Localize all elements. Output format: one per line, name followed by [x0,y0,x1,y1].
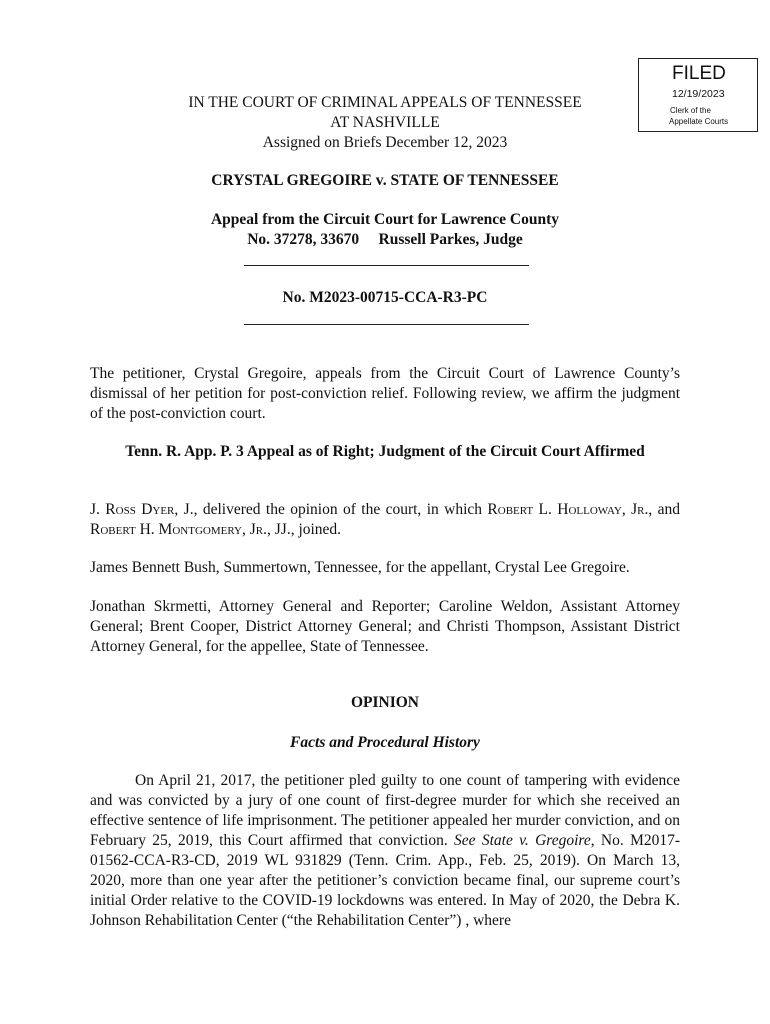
case-citation: See State v. Gregoire [454,832,591,849]
judge-two: Robert L. Holloway, Jr. [487,501,649,518]
holding-line: Tenn. R. App. P. 3 Appeal as of Right; Judgment of the Circuit Court Affirmed [125,443,645,460]
judges-sep: , and [648,501,680,518]
judges-line [90,500,680,540]
court-name: IN THE COURT OF CRIMINAL APPEALS OF TENNESSEE [188,94,582,111]
filed-stamp-title: FILED [672,63,726,84]
appellee-counsel: Jonathan Skrmetti, Attorney General and Reporter; Caroline Weldon, Assistant Attorney General; Brent Cooper, District Attorney General; and Christi Thompson, Assistant District Attorney General, for the appellee, State of Tennessee. [90,598,680,655]
appeal-numbers-judge: No. 37278, 33670 Russell Parkes, Judge [247,231,523,248]
appellant-counsel: James Bennett Bush, Summertown, Tennessee, for the appellant, Crystal Lee Gregoire. [90,559,630,576]
case-summary: The petitioner, Crystal Gregoire, appeals from the Circuit Court of Lawrence County’s dismissal of her petition for post-conviction relief. Following review, we affirm the judgment of the post-conviction court. [90,365,680,422]
case-title: CRYSTAL GREGOIRE v. STATE OF TENNESSEE [211,172,559,189]
assigned-date: Assigned on Briefs December 12, 2023 [262,134,508,151]
appeal-info [90,210,680,250]
author-judge: J. Ross Dyer [90,501,175,518]
author-rest: , J., delivered the opinion of the court, in which [174,501,488,518]
body-paragraph-1 [90,771,680,931]
filed-stamp-clerk-line1: Clerk of the [670,106,711,115]
court-header [90,93,680,153]
opinion-heading: OPINION [350,694,420,711]
appeal-court: Appeal from the Circuit Court for Lawrence County [210,211,559,228]
body-text-a: On April 21, 2017, the petitioner pled guilty to one count of tampering with evidence and was convicted by a jury of one count of first-degree murder for which she received an effective sentence of life imprisonment. The petitioner appealed her murder conviction, and on February 25, 2019, this Court affirmed that conviction. [90,772,680,849]
filed-stamp-clerk-line2: Appellate Courts [669,117,729,126]
body-text-b: , No. M2017-01562-CCA-R3-CD, 2019 WL 931829 (Tenn. Crim. App., Feb. 25, 2019). On March 13, 2020, more than one year after the petitioner’s conviction became final, our supreme court’s initial Order relative to the COVID-19 lockdowns was entered. In May of 2020, the Debra K. Johnson Rehabilitation Center (“the Rehabilitation Center”) , where [90,832,681,929]
court-location: AT NASHVILLE [330,114,440,131]
divider-top [244,265,529,266]
judge-three: Robert H. Montgomery, Jr. [90,521,267,538]
divider-bottom [244,324,529,325]
docket-number: No. M2023-00715-CCA-R3-PC [282,289,488,306]
judges-end: , JJ., joined. [267,521,342,538]
filed-stamp-date: 12/19/2023 [672,88,725,100]
facts-heading: Facts and Procedural History [290,734,480,751]
